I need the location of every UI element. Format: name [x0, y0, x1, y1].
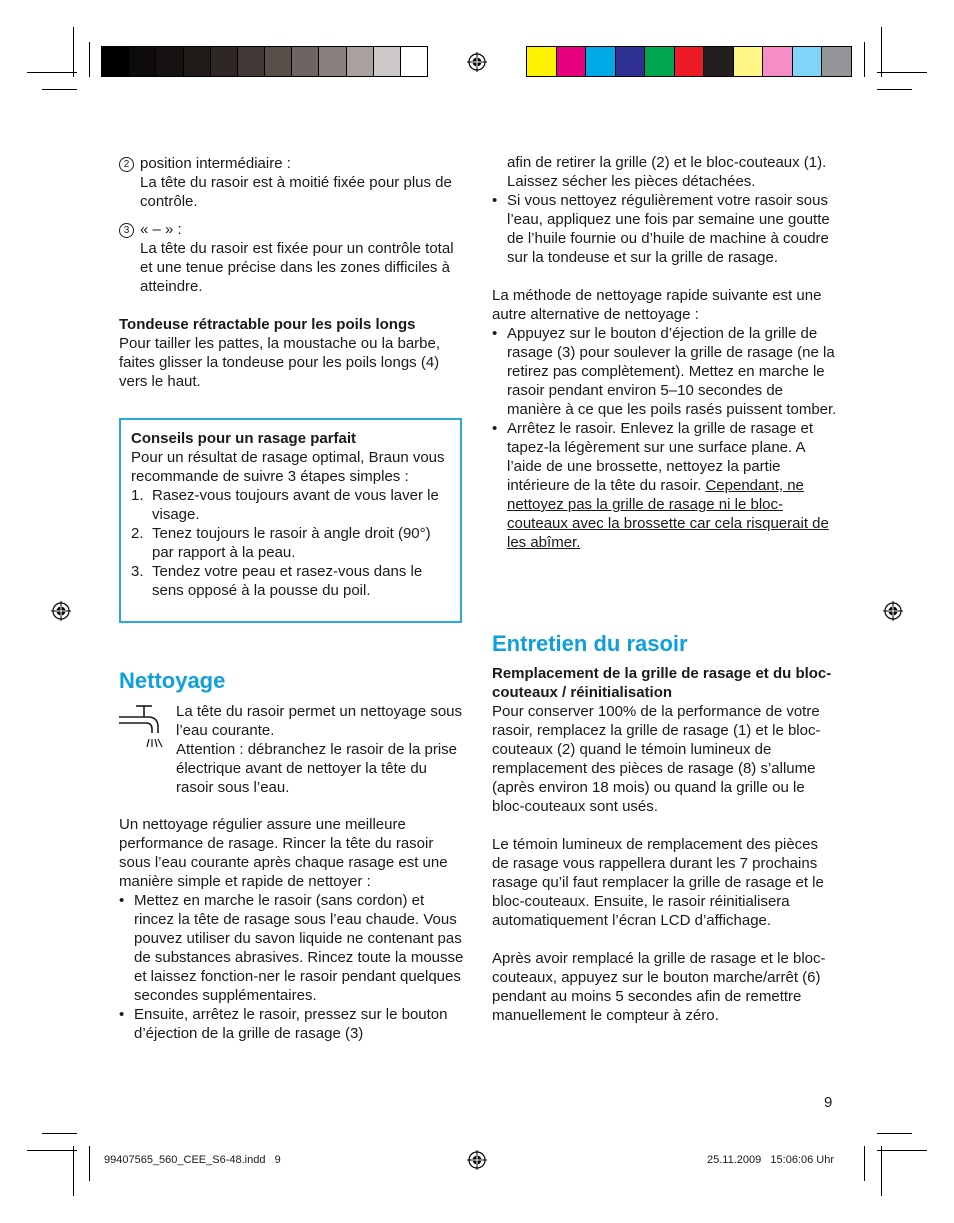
list-item — [119, 1005, 464, 1043]
continued-text: afin de retirer la grille (2) et le bloc-couteaux (1). Laissez sécher les pièces détachées. — [507, 154, 827, 190]
crop-mark — [881, 1146, 882, 1196]
bullet-icon: • — [492, 192, 498, 209]
setting-item-3 — [119, 220, 464, 239]
color-swatch — [675, 47, 705, 76]
list-text: Tendez votre peau et rasez-vous dans le sens opposé à la pousse du poil. — [152, 563, 423, 599]
cleaning-bullets — [119, 891, 464, 1043]
bullet-text: Ensuite, arrêtez le rasoir, pressez sur le bouton d’éjection de la grille de rasage (3) — [134, 1006, 448, 1042]
setting-description: La tête du rasoir est fixée pour un contrôle total et une tenue précise dans les zones difficiles à atteindre. — [140, 240, 454, 295]
cmyk-color-bar — [526, 46, 852, 77]
registration-mark-icon — [51, 601, 71, 621]
color-swatch — [374, 47, 401, 76]
color-swatch — [156, 47, 183, 76]
faucet-water-icon — [118, 703, 166, 749]
list-item — [492, 324, 837, 419]
list-item — [131, 562, 450, 600]
setting-item-2 — [119, 154, 464, 173]
crop-mark — [881, 27, 882, 77]
cleaning-attention: Attention : débranchez le rasoir de la prise électrique avant de nettoyer la tête du rasoir sous l’eau. — [176, 741, 457, 796]
replace-text: Pour conserver 100% de la performance de votre rasoir, remplacez la grille de rasage (1) et le bloc-couteaux (2) quand le témoin lumineux de remplacement des pièces de rasage (8) s’allume (après environ 18 mois) ou quand la grille ou le bloc-couteaux sont usés. — [492, 703, 821, 815]
list-item — [119, 891, 464, 1005]
cleaning-heading: Nettoyage — [119, 668, 226, 693]
crop-mark — [27, 72, 77, 73]
color-swatch — [319, 47, 346, 76]
footer-date: 25.11.2009 15:06:06 Uhr — [707, 1154, 835, 1166]
cleaning-intro: La tête du rasoir permet un nettoyage sous l’eau courante. — [176, 703, 463, 739]
oil-bullets — [492, 191, 837, 267]
crop-mark — [877, 89, 912, 90]
color-swatch — [616, 47, 646, 76]
quick-clean-bullets — [492, 324, 837, 552]
trimmer-heading: Tondeuse rétractable pour les poils longs — [119, 316, 416, 333]
tips-list — [131, 486, 450, 600]
bullet-icon: • — [492, 325, 498, 342]
color-swatch — [347, 47, 374, 76]
crop-mark — [42, 1133, 77, 1134]
crop-mark — [42, 89, 77, 90]
list-text: Rasez-vous toujours avant de vous laver le visage. — [152, 487, 439, 523]
crop-mark — [73, 1146, 74, 1196]
circled-number: 3 — [119, 223, 134, 238]
right-column-maintenance — [492, 664, 837, 1025]
grayscale-color-bar — [101, 46, 428, 77]
crop-mark — [877, 72, 927, 73]
maintenance-heading: Entretien du rasoir — [492, 631, 688, 656]
cleaning-icon-text — [176, 702, 466, 797]
crop-mark — [864, 1146, 865, 1181]
crop-mark — [73, 27, 74, 77]
color-swatch — [401, 47, 427, 76]
crop-mark — [89, 42, 90, 77]
bullet-text: Arrêtez le rasoir. Enlevez la grille de rasage et tapez-la légèrement sur une surface plane. A l’aide de une brossette, nettoyez la partie intérieure de la tête du rasoir. — [507, 420, 813, 494]
list-number: 3. — [131, 563, 144, 580]
bullet-text: Si vous nettoyez régulièrement votre rasoir sous l’eau, appliquez une fois par semaine une goutte de l’huile fournie ou d’huile de machine à coudre sur la tondeuse et sur la grille de rasage. — [507, 192, 830, 266]
list-item — [131, 486, 450, 524]
replace-heading: Remplacement de la grille de rasage et du bloc-couteaux / réinitialisation — [492, 665, 832, 701]
crop-mark — [27, 1150, 77, 1151]
bullet-text: Appuyez sur le bouton d’éjection de la grille de rasage (3) pour soulever la grille de rasage (ne la retirez pas complètement). Mettez en marche le rasoir pendant environ 5–10 secondes de manière à ce que les poils rasés puissent tomber. — [507, 325, 837, 418]
crop-mark — [877, 1133, 912, 1134]
tips-box — [119, 418, 462, 623]
list-text: Tenez toujours le rasoir à angle droit (90°) par rapport à la peau. — [152, 525, 431, 561]
quick-clean-intro: La méthode de nettoyage rapide suivante est une autre alternative de nettoyage : — [492, 287, 822, 323]
setting-title: « – » : — [140, 221, 182, 238]
list-number: 1. — [131, 487, 144, 504]
cleaning-body — [119, 815, 464, 1043]
cleaning-paragraph: Un nettoyage régulier assure une meilleure performance de rasage. Rincer la tête du rasoir sous l’eau courante après chaque rasage est une manière simple et rapide de nettoyer : — [119, 816, 448, 890]
color-swatch — [211, 47, 238, 76]
list-item — [131, 524, 450, 562]
registration-mark-icon — [467, 1150, 487, 1170]
color-swatch — [763, 47, 793, 76]
registration-mark-icon — [467, 52, 487, 72]
color-swatch — [822, 47, 851, 76]
list-item — [492, 419, 837, 552]
left-column — [119, 154, 464, 391]
list-item — [492, 191, 837, 267]
reset-text: Après avoir remplacé la grille de rasage et le bloc-couteaux, appuyez sur le bouton marche/arrêt (6) pendant au moins 5 secondes afin de remettre manuellement le compteur à zéro. — [492, 950, 826, 1024]
tips-intro: Pour un résultat de rasage optimal, Braun vous recommande de suivre 3 étapes simples : — [131, 449, 445, 485]
color-swatch — [704, 47, 734, 76]
circled-number: 2 — [119, 157, 134, 172]
color-swatch — [265, 47, 292, 76]
warning-text: Cependant, ne nettoyez pas la grille de rasage ni le bloc-couteaux avec la brossette car cela risquerait de les abîmer. — [507, 477, 829, 551]
crop-mark — [864, 42, 865, 77]
color-swatch — [557, 47, 587, 76]
setting-description: La tête du rasoir est à moitié fixée pour plus de contrôle. — [140, 174, 452, 210]
page-number: 9 — [824, 1094, 833, 1111]
tips-heading: Conseils pour un rasage parfait — [131, 430, 357, 447]
crop-mark — [89, 1146, 90, 1181]
color-swatch — [102, 47, 129, 76]
bullet-icon: • — [119, 892, 125, 909]
right-column-cleaning — [492, 153, 837, 552]
color-swatch — [527, 47, 557, 76]
trimmer-text: Pour tailler les pattes, la moustache ou la barbe, faites glisser la tondeuse pour les poils longs (4) vers le haut. — [119, 335, 441, 390]
registration-mark-icon — [883, 601, 903, 621]
color-swatch — [184, 47, 211, 76]
color-swatch — [734, 47, 764, 76]
footer-file: 99407565_560_CEE_S6-48.indd 9 — [104, 1154, 281, 1166]
color-swatch — [645, 47, 675, 76]
bullet-icon: • — [492, 420, 498, 437]
color-swatch — [586, 47, 616, 76]
color-swatch — [129, 47, 156, 76]
color-swatch — [238, 47, 265, 76]
list-number: 2. — [131, 525, 144, 542]
setting-title: position intermédiaire : — [140, 155, 291, 172]
crop-mark — [877, 1150, 927, 1151]
bullet-text: Mettez en marche le rasoir (sans cordon) et rincez la tête de rasage sous l’eau chaude. Vous pouvez utiliser du savon liquide ne contenant pas de substances abrasives. Rincez toute la mousse et laissez fonction-ner le rasoir pendant quelques secondes supplémentaires. — [134, 892, 464, 1004]
color-swatch — [793, 47, 823, 76]
color-swatch — [292, 47, 319, 76]
indicator-text: Le témoin lumineux de remplacement des pièces de rasage vous rappellera durant les 7 prochains rasage qu’il faut remplacer la grille de rasage et le bloc-couteaux. Ensuite, le rasoir réinitialisera automatiquement l’écran LCD d’affichage. — [492, 836, 824, 929]
bullet-icon: • — [119, 1006, 125, 1023]
